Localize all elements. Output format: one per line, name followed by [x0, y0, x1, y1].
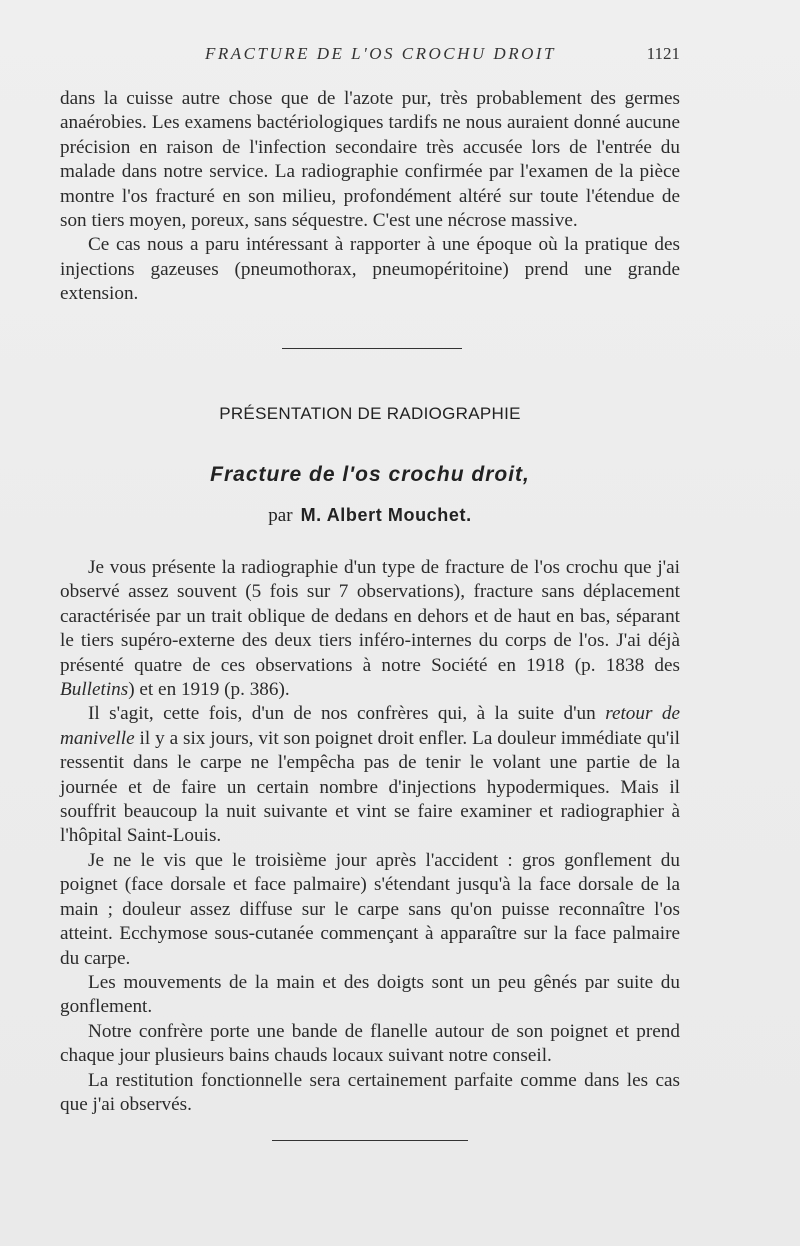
- end-divider: [272, 1140, 468, 1141]
- author-name: M. Albert Mouchet.: [300, 505, 472, 525]
- intro-paragraph-1: dans la cuisse autre chose que de l'azote pur, très probablement des germes anaérobies. Les examens bactériologiques tardifs ne nous auraient donné aucune précision en raison de l'infection secondaire très accusée lors de l'entrée du malade dans notre service. La radiographie confirmée par l'examen de la pièce montre l'os fracturé en son milieu, profondément altéré sur toute l'étendue de son tiers moyen, poreux, sans séquestre. C'est une nécrose massive.: [60, 88, 680, 232]
- byline: [60, 505, 680, 527]
- intro-text: [60, 87, 680, 307]
- running-title: FRACTURE DE L'OS CROCHU DROIT: [205, 44, 556, 63]
- intro-paragraph-2: Ce cas nous a paru intéressant à rapporter à une époque où la pratique des injections gazeuses (pneumothorax, pneumopéritoine) prend une grande extension.: [60, 234, 680, 305]
- article-title: Fracture de l'os crochu droit,: [210, 463, 530, 486]
- paragraph-2-text-end: il y a six jours, vit son poignet droit enfler. La douleur immédiate qu'il ressentit dans le carpe ne l'empêcha pas de tenir le volant une partie de la journée et de faire un certain nombre d'injections hypodermiques. Mais il souffrit beaucoup la nuit suivante et vint se faire examiner et radiographier à l'hôpital Saint-Louis.: [60, 727, 680, 847]
- article-paragraph-3: Je ne le vis que le troisième jour après l'accident : gros gonflement du poignet (face dorsale et face palmaire) s'étendant jusqu'à la face dorsale de la main ; douleur assez diffuse sur le carpe sans qu'on puisse reconnaître l'os atteint. Ecchymose sous-cutanée commençant à apparaître sur la face palmaire du carpe.: [60, 849, 680, 969]
- section-divider: [282, 348, 462, 349]
- running-header: [60, 44, 680, 68]
- section-heading: PRÉSENTATION DE RADIOGRAPHIE: [219, 404, 521, 423]
- article-paragraph-1: [60, 556, 680, 702]
- paragraph-2-text: Il s'agit, cette fois, d'un de nos confrères qui, à la suite d'un: [88, 703, 606, 725]
- italic-phrase: retour de manivelle: [60, 703, 680, 749]
- paragraph-1-text: Je vous présente la radiographie d'un type de fracture de l'os crochu que j'ai observé assez souvent (5 fois sur 7 observations), fracture sans déplacement caractérisée par un trait oblique de dedans en dehors et de haut en bas, séparant le tiers supéro-externe des deux tiers inféro-internes du corps de l'os. J'ai déjà présenté quatre de ces observations à notre Société en 1918 (p. 1838 des: [60, 557, 680, 676]
- article-body: [60, 556, 680, 1117]
- article-paragraph-4: Les mouvements de la main et des doigts sont un peu gênés par suite du gonflement.: [60, 971, 680, 1018]
- article-paragraph-2: [60, 702, 680, 848]
- article-paragraph-5: Notre confrère porte une bande de flanelle autour de son poignet et prend chaque jour plusieurs bains chauds locaux suivant notre conseil.: [60, 1020, 680, 1067]
- bulletins-reference: Bulletins: [60, 679, 129, 701]
- byline-par: par: [268, 505, 293, 526]
- paragraph-1-text-end: ) et en 1919 (p. 386).: [128, 679, 290, 701]
- article-paragraph-6: La restitution fonctionnelle sera certainement parfaite comme dans les cas que j'ai observés.: [60, 1069, 680, 1115]
- page-number: 1121: [646, 44, 680, 63]
